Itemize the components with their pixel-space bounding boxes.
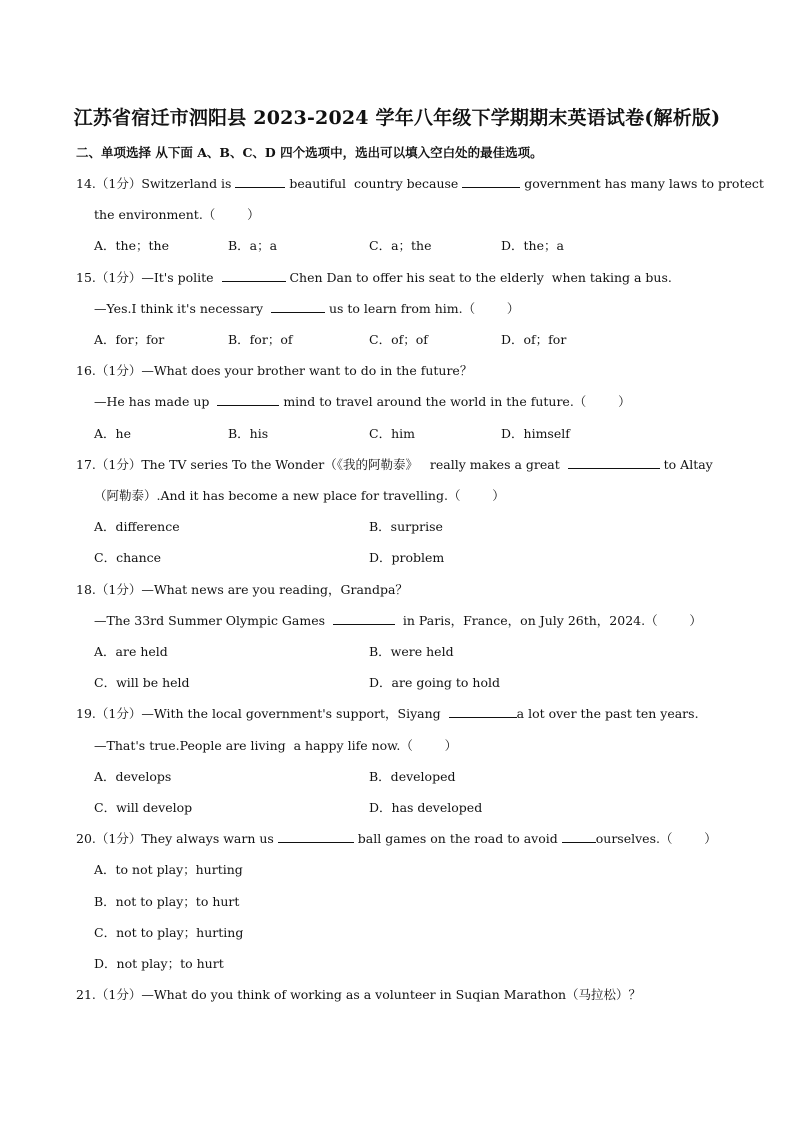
- question-18-line-2: [94, 612, 702, 630]
- blank: [462, 175, 520, 188]
- blank: [562, 830, 596, 843]
- q15-text-c: —Yes.I think it's necessary: [94, 301, 271, 316]
- q14-text-a: 14.（1分）Switzerland is: [76, 176, 236, 191]
- q14-option-b: B．a；a: [228, 238, 278, 253]
- blank: [568, 456, 660, 469]
- q14-text-b: beautiful country because: [285, 176, 463, 191]
- blank: [217, 393, 279, 406]
- blank: [235, 175, 285, 188]
- question-17-line-2: （阿勒泰）.And it has become a new place for travelling.（ ）: [94, 488, 505, 503]
- question-16-line-2: [94, 393, 631, 411]
- q17-text-b: to Altay: [659, 457, 713, 472]
- blank: [449, 705, 517, 718]
- blank: [222, 269, 286, 282]
- q19-option-d: D．has developed: [369, 800, 483, 815]
- blank: [333, 612, 395, 625]
- page-title: 江苏省宿迁市泗阳县 2023-2024 学年八年级下学期期末英语试卷(解析版): [73, 107, 721, 129]
- section-heading: 二、单项选择 从下面 A、B、C、D 四个选项中，选出可以填入空白处的最佳选项。: [76, 145, 543, 160]
- q17-text-a: 17.（1分）The TV series To the Wonder（《我的阿勒泰》 really makes a great: [76, 457, 568, 472]
- q20-option-a: A．to not play；hurting: [94, 862, 243, 877]
- q20-text-b: ball games on the road to avoid: [353, 831, 562, 846]
- q15-text-b: Chen Dan to offer his seat to the elderly when taking a bus.: [285, 270, 672, 285]
- q19-text-a: 19.（1分）—With the local government's support，Siyang: [76, 706, 449, 721]
- q18-text-a: —The 33rd Summer Olympic Games: [94, 613, 333, 628]
- q18-option-d: D．are going to hold: [369, 675, 500, 690]
- question-15-line-2: [94, 300, 519, 318]
- q16-option-a: A．he: [94, 426, 131, 441]
- q17-option-a: A．difference: [94, 519, 180, 534]
- q15-option-a: A．for；for: [94, 332, 165, 347]
- q16-option-c: C．him: [369, 426, 415, 441]
- question-15-line-1: [76, 269, 672, 287]
- q17-option-c: C．chance: [94, 550, 162, 565]
- question-18-line-1: 18.（1分）—What news are you reading，Grandpa？: [76, 582, 408, 597]
- question-14-line-1: [76, 175, 764, 193]
- q14-text-c: government has many laws to protect: [520, 176, 764, 191]
- q16-text-a: —He has made up: [94, 394, 218, 409]
- q20-option-b: B．not to play；to hurt: [94, 894, 240, 909]
- question-19-line-2: —That's true.People are living a happy life now.（ ）: [94, 738, 458, 753]
- q14-option-c: C．a；the: [369, 238, 432, 253]
- q17-option-b: B．surprise: [369, 519, 443, 534]
- q19-text-b: a lot over the past ten years.: [516, 706, 699, 721]
- q19-option-a: A．develops: [94, 769, 172, 784]
- q17-option-d: D．problem: [369, 550, 445, 565]
- question-14-line-2: the environment.（ ）: [94, 207, 260, 222]
- q19-option-b: B．developed: [369, 769, 456, 784]
- q20-text-c: ourselves.（ ）: [595, 831, 717, 846]
- q14-option-a: A．the；the: [94, 238, 169, 253]
- question-17-line-1: [76, 456, 713, 474]
- q18-option-a: A．are held: [94, 644, 168, 659]
- q15-text-a: 15.（1分）—It's polite: [76, 270, 222, 285]
- q16-text-b: mind to travel around the world in the future.（ ）: [279, 394, 631, 409]
- q15-option-c: C．of；of: [369, 332, 428, 347]
- question-21-line-1: 21.（1分）—What do you think of working as a volunteer in Suqian Marathon（马拉松）？: [76, 987, 642, 1002]
- blank: [271, 300, 325, 313]
- q19-option-c: C．will develop: [94, 800, 193, 815]
- q18-option-b: B．were held: [369, 644, 454, 659]
- q20-option-d: D．not play；to hurt: [94, 956, 224, 971]
- q15-option-b: B．for；of: [228, 332, 293, 347]
- question-16-line-1: 16.（1分）—What does your brother want to do in the future？: [76, 363, 473, 378]
- q18-option-c: C．will be held: [94, 675, 190, 690]
- q16-option-d: D．himself: [501, 426, 570, 441]
- q14-option-d: D．the；a: [501, 238, 564, 253]
- question-20-line-1: [76, 830, 717, 848]
- question-19-line-1: [76, 705, 699, 723]
- q15-text-d: us to learn from him.（ ）: [325, 301, 520, 316]
- blank: [278, 830, 354, 843]
- q20-option-c: C．not to play；hurting: [94, 925, 244, 940]
- q18-text-b: in Paris，France，on July 26th，2024.（ ）: [394, 613, 702, 628]
- q20-text-a: 20.（1分）They always warn us: [76, 831, 278, 846]
- q16-option-b: B．his: [228, 426, 269, 441]
- q15-option-d: D．of；for: [501, 332, 567, 347]
